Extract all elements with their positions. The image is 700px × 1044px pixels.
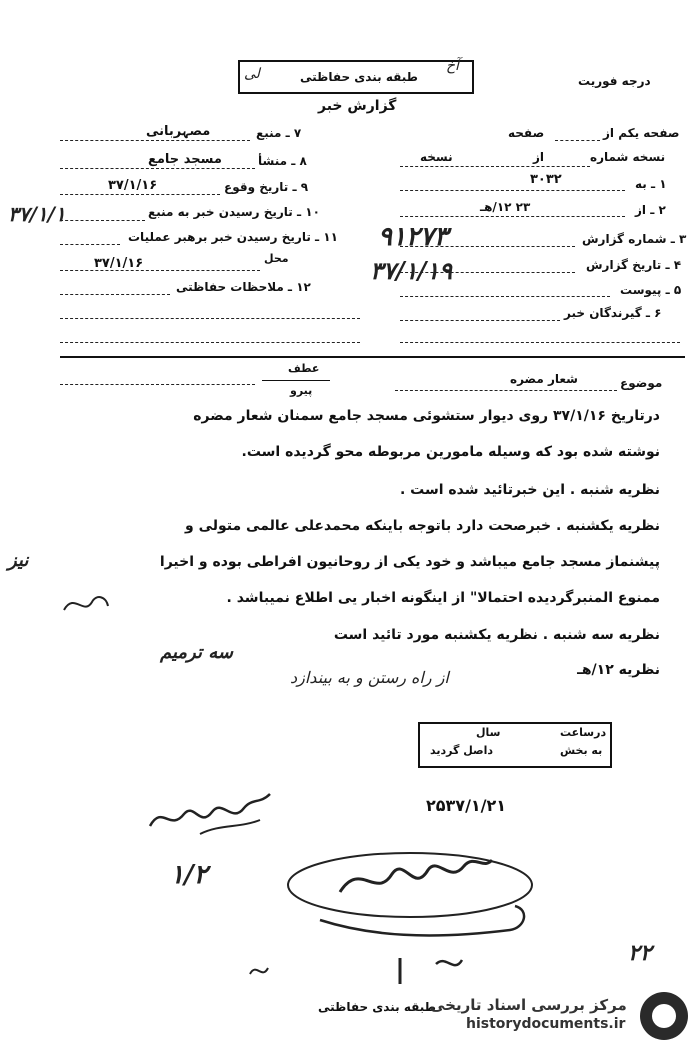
- field-2-label: ۲ ـ از: [635, 203, 666, 217]
- body-line-7: نظریه سه شنبه . نظریه یکشنبه مورد تائید است: [333, 627, 660, 643]
- watermark-text-fa: مرکز بررسی اسناد تاریخی: [430, 996, 627, 1014]
- place-value: ۳۷/۱/۱۶: [94, 256, 144, 271]
- subject-label: موضوع: [620, 376, 663, 390]
- watermark-logo-icon: [640, 992, 688, 1040]
- field-10-label: ۱۰ ـ تاریخ رسیدن خبر به منبع: [148, 205, 320, 219]
- field-6-label: ۶ ـ گیرندگان خبر: [564, 306, 662, 320]
- stamp-line-2b: داصل گردید: [430, 744, 494, 757]
- signature-2-oval: [280, 840, 540, 950]
- field-1-label: ۱ ـ به: [635, 177, 667, 191]
- handwritten-number: ۱/۲: [170, 860, 208, 890]
- field-10-value: ۳۷/۱/۱: [8, 202, 66, 226]
- initials-bottom: [240, 944, 490, 994]
- field-2-value: ۲۳ ۱۲/هـ: [480, 200, 531, 214]
- body-line-2: نوشته شده بود که وسیله مامورین مربوطه محو گردیده است.: [241, 444, 660, 460]
- urgency-label: درجه فوریت: [578, 74, 651, 88]
- copy-field: نسخه شماره: [590, 150, 666, 164]
- copy-field-suffix: نسخه: [420, 150, 453, 164]
- field-9-label: ۹ ـ تاریخ وقوع: [224, 180, 309, 194]
- subject-value: شعار مضره: [510, 372, 578, 386]
- field-8-value: مسجد جامع: [148, 152, 222, 167]
- field-1-value: ۳۰۳۲: [530, 172, 562, 187]
- corner-mark: ۲۲: [628, 940, 652, 966]
- body-line-5: پیشنماز مسجد جامع میباشد و خود یکی از روحانیون افراطی بوده و اخیرا: [159, 554, 660, 570]
- field-3-value: ۹۱۲۷۳: [378, 222, 448, 252]
- field-11-label: ۱۱ ـ تاریخ رسیدن خبر برهبر عملیات: [128, 230, 338, 244]
- stamp-mark-right: لی: [244, 66, 260, 82]
- stamp-line-2a: به بخش: [560, 744, 603, 757]
- peyro-label: پیرو: [290, 384, 313, 397]
- copy-field-mid: از: [533, 150, 545, 164]
- stamp-line-1b: سال: [476, 726, 501, 739]
- field-5-label: ۵ ـ پیوست: [620, 283, 682, 297]
- page-field-suffix: صفحه: [508, 126, 545, 140]
- body-line-7-handwriting: سه ترمیم: [160, 642, 233, 663]
- field-8-label: ۸ ـ منشأ: [258, 154, 307, 168]
- field-4-label: ۴ ـ تاریخ گزارش: [586, 258, 682, 272]
- body-line-6: ممنوع المنبرگردیده احتمالا" از اینگونه اخبار یی اطلاع نمیباشد .: [226, 590, 660, 606]
- footer-classification: طبقه بندی حفاظتی: [318, 1000, 436, 1014]
- stamp-mark-left: آخ: [446, 58, 459, 74]
- body-line-3: نظریه شنبه . این خبرتائید شده است .: [399, 482, 660, 498]
- body-line-1: درتاریخ ۳۷/۱/۱۶ روی دیوار ستشوئی مسجد جامع سمنان شعار مضره: [193, 408, 660, 424]
- page-title: گزارش خبر: [318, 98, 397, 114]
- header-classification: طبقه بندی حفاظتی: [300, 70, 418, 84]
- field-7-label: ۷ ـ منبع: [256, 126, 302, 140]
- field-9-value: ۳۷/۱/۱۶: [108, 178, 158, 193]
- field-3-label: ۳ ـ شماره گزارش: [582, 232, 687, 246]
- watermark-text-en: historydocuments.ir: [466, 1016, 626, 1032]
- body-line-8-handwriting: از راه رستن و به بیندازد: [290, 668, 449, 687]
- initials-mark: [62, 590, 112, 623]
- date-stamp: ۲۵۳۷/۱/۲۱: [426, 796, 507, 815]
- atf-label: عطف: [288, 362, 320, 375]
- field-4-value: ۳۷/۱/۱۹: [370, 256, 452, 285]
- place-label: محل: [264, 252, 289, 265]
- field-7-value: مصہربانی: [146, 124, 211, 139]
- body-line-5-handwriting: نیز: [8, 550, 29, 571]
- page-field: صفحه یکم از: [603, 126, 680, 140]
- body-line-4: نظریه یکشنبه . خبرصحت دارد باتوجه باینکه محمدعلی عالمی متولی و: [185, 518, 660, 534]
- body-line-8: نظریه ۱۲/هـ: [577, 662, 660, 678]
- stamp-line-1a: درساعت: [560, 726, 607, 739]
- field-12-label: ۱۲ ـ ملاحظات حفاظتی: [176, 280, 311, 294]
- signature-1: [140, 784, 280, 844]
